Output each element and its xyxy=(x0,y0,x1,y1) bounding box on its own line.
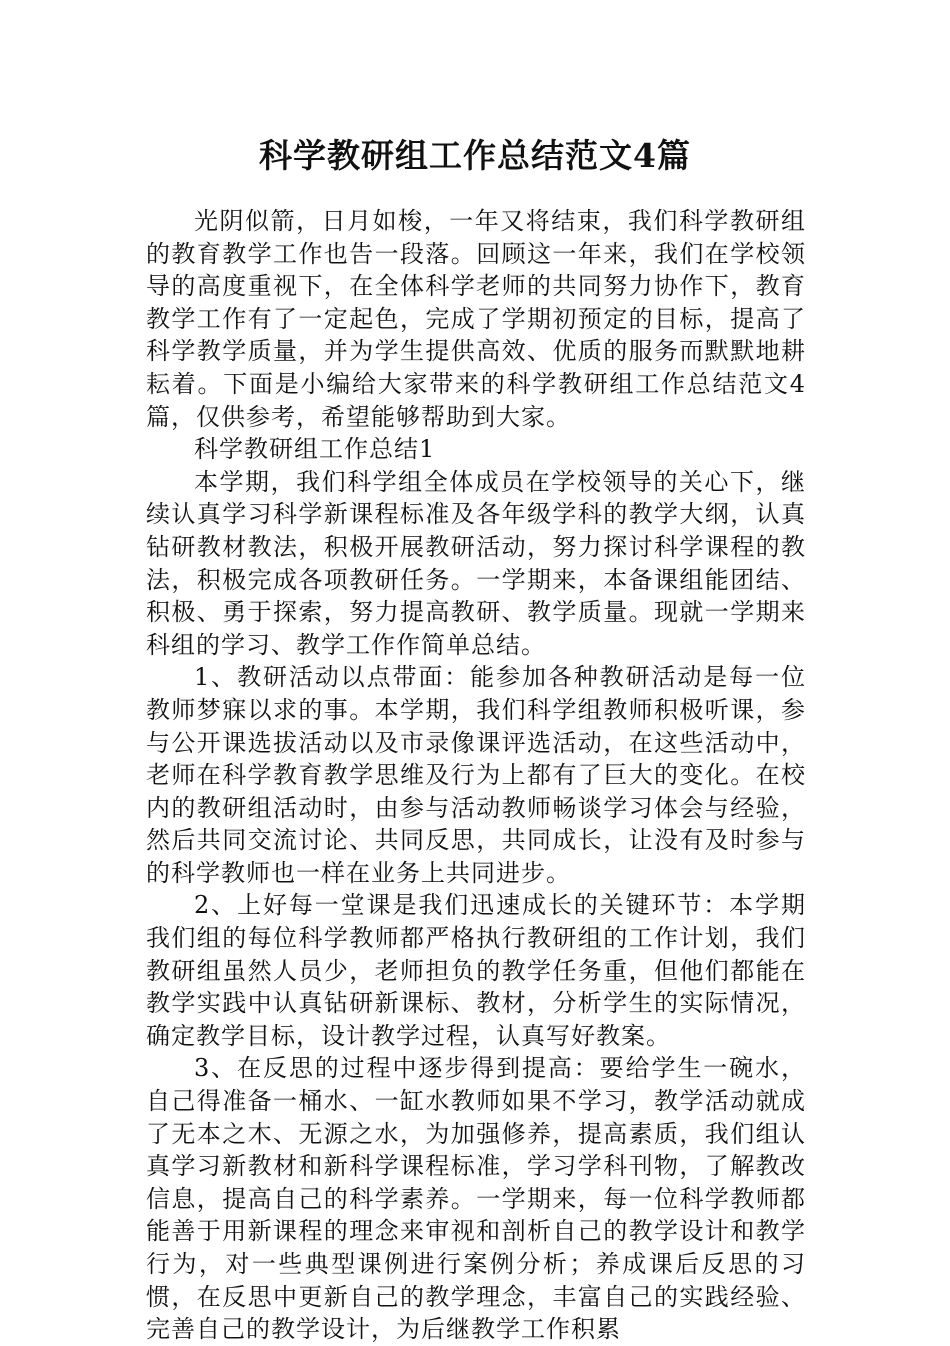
section-heading-1: 科学教研组工作总结1 xyxy=(194,435,436,464)
document-title: 科学教研组工作总结范文4篇 xyxy=(259,136,691,175)
intro-paragraph: 光阴似箭，日月如梭，一年又将结束，我们科学教研组的教育教学工作也告一段落。回顾这一年来，我们在学校领导的高度重视下，在全体科学老师的共同努力协作下，教育教学工作有了一定起色，完成了学期初预定的目标，提高了科学教学质量，并为学生提供高效、优质的服务而默默地耕耘着。下面是小编给大家带来的科学教研组工作总结范文4篇，仅供参考，希望能够帮助到大家。 xyxy=(146,207,806,431)
document-body xyxy=(146,205,806,1346)
point-3-paragraph: 3、在反思的过程中逐步得到提高：要给学生一碗水，自己得准备一桶水、一缸水教师如果不学习，教学活动就成了无本之木、无源之水，为加强修养，提高素质，我们组认真学习新教材和新科学课程标准，学习学科刊物，了解教改信息，提高自己的科学素养。一学期来，每一位科学教师都能善于用新课程的理念来审视和剖析自己的教学设计和教学行为，对一些典型课例进行案例分析；养成课后反思的习惯，在反思中更新自己的教学理念，丰富自己的实践经验、完善自己的教学设计，为后继教学工作积累 xyxy=(146,1054,806,1344)
point-1-paragraph: 1、教研活动以点带面：能参加各种教研活动是每一位教师梦寐以求的事。本学期，我们科学组教师积极听课，参与公开课选拔活动以及市录像课评选活动，在这些活动中，老师在科学教育教学思维及行为上都有了巨大的变化。在校内的教研组活动时，由参与活动教师畅谈学习体会与经验，然后共同交流讨论、共同反思，共同成长，让没有及时参与的科学教师也一样在业务上共同进步。 xyxy=(146,663,806,887)
point-2-paragraph: 2、上好每一堂课是我们迅速成长的关键环节：本学期我们组的每位科学教师都严格执行教研组的工作计划，我们教研组虽然人员少，老师担负的教学任务重，但他们都能在教学实践中认真钻研新课标、教材，分析学生的实际情况，确定教学目标，设计教学过程，认真写好教案。 xyxy=(146,891,806,1050)
summary-paragraph: 本学期，我们科学组全体成员在学校领导的关心下，继续认真学习科学新课程标准及各年级学科的教学大纲，认真钻研教材教法，积极开展教研活动，努力探讨科学课程的教法，积极完成各项教研任务。一学期来，本备课组能团结、积极、勇于探索，努力提高教研、教学质量。现就一学期来科组的学习、教学工作作简单总结。 xyxy=(146,467,806,659)
